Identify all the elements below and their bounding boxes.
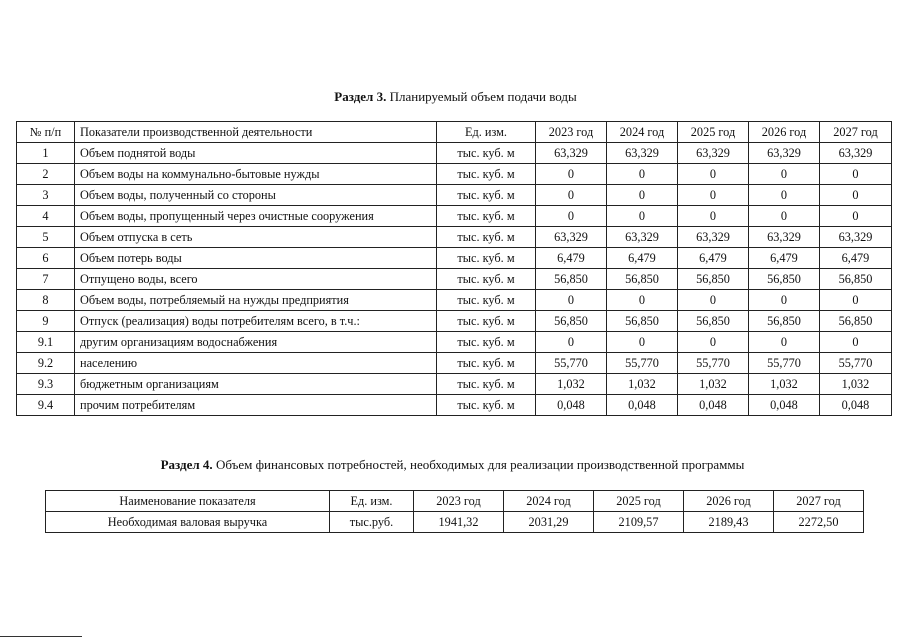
table-cell: Необходимая валовая выручка <box>46 512 330 533</box>
table-header-cell: Показатели производственной деятельности <box>75 122 437 143</box>
table-header-row <box>46 491 864 512</box>
table-cell: 0,048 <box>678 395 749 416</box>
table-row <box>17 227 892 248</box>
table-cell: 6,479 <box>749 248 820 269</box>
table-cell: 0 <box>678 206 749 227</box>
section-4-title <box>0 457 905 473</box>
table-cell: 6,479 <box>607 248 678 269</box>
table-row <box>17 185 892 206</box>
table-cell: бюджетным организациям <box>75 374 437 395</box>
table-cell: 3 <box>17 185 75 206</box>
table-cell: Отпуск (реализация) воды потребителям всего, в т.ч.: <box>75 311 437 332</box>
section-3-title <box>3 89 905 105</box>
table-cell: 0 <box>749 206 820 227</box>
table-cell: тыс. куб. м <box>437 353 536 374</box>
table-cell: тыс. куб. м <box>437 269 536 290</box>
table-cell: тыс. куб. м <box>437 164 536 185</box>
table-cell: 0 <box>820 185 892 206</box>
table-cell: 2189,43 <box>684 512 774 533</box>
table-cell: тыс. куб. м <box>437 185 536 206</box>
table-cell: 0 <box>536 332 607 353</box>
section-3-title-text: Планируемый объем подачи воды <box>386 89 577 104</box>
table-header-cell: № п/п <box>17 122 75 143</box>
table-header-cell: Ед. изм. <box>437 122 536 143</box>
table-cell: 0,048 <box>607 395 678 416</box>
table-cell: тыс. куб. м <box>437 332 536 353</box>
table-cell: тыс. куб. м <box>437 311 536 332</box>
table-cell: 63,329 <box>820 227 892 248</box>
table-cell: 55,770 <box>607 353 678 374</box>
water-supply-table <box>16 121 892 416</box>
table-header-cell: 2024 год <box>607 122 678 143</box>
table-header-cell: 2027 год <box>774 491 864 512</box>
table-cell: 55,770 <box>536 353 607 374</box>
table-header-cell: 2027 год <box>820 122 892 143</box>
table-cell: 0 <box>536 185 607 206</box>
table-cell: 5 <box>17 227 75 248</box>
table-row <box>17 332 892 353</box>
table-cell: прочим потребителям <box>75 395 437 416</box>
table-cell: другим организациям водоснабжения <box>75 332 437 353</box>
table-cell: Объем воды, потребляемый на нужды предприятия <box>75 290 437 311</box>
table-row <box>17 395 892 416</box>
table-cell: 1,032 <box>607 374 678 395</box>
table-cell: 0 <box>607 185 678 206</box>
table-cell: 56,850 <box>820 311 892 332</box>
table-header-cell: 2026 год <box>684 491 774 512</box>
table-cell: тыс. куб. м <box>437 395 536 416</box>
table-cell: 0 <box>749 332 820 353</box>
financial-needs-table <box>45 490 864 533</box>
table-cell: 63,329 <box>678 143 749 164</box>
section-4-title-bold: Раздел 4. <box>160 457 213 472</box>
table-row <box>46 512 864 533</box>
table-header-cell: Наименование показателя <box>46 491 330 512</box>
table-cell: 0,048 <box>820 395 892 416</box>
table-cell: 0 <box>820 206 892 227</box>
table-cell: 0 <box>536 164 607 185</box>
table-cell: 9 <box>17 311 75 332</box>
table-cell: 56,850 <box>749 269 820 290</box>
table-cell: 1,032 <box>749 374 820 395</box>
table-cell: 63,329 <box>607 143 678 164</box>
table-row <box>17 353 892 374</box>
table-cell: 0 <box>607 332 678 353</box>
table-cell: 2 <box>17 164 75 185</box>
table-row <box>17 143 892 164</box>
table-cell: 63,329 <box>749 227 820 248</box>
footnote-rule <box>0 636 82 637</box>
table-cell: 1 <box>17 143 75 164</box>
table-cell: 55,770 <box>749 353 820 374</box>
table-cell: 0 <box>607 206 678 227</box>
table-cell: 63,329 <box>607 227 678 248</box>
table-cell: тыс. куб. м <box>437 374 536 395</box>
table-cell: 9.1 <box>17 332 75 353</box>
table-header-cell: Ед. изм. <box>330 491 414 512</box>
table-cell: 9.3 <box>17 374 75 395</box>
table-header-row <box>17 122 892 143</box>
table-cell: Объем воды, пропущенный через очистные сооружения <box>75 206 437 227</box>
table-cell: 56,850 <box>820 269 892 290</box>
table-cell: 2109,57 <box>594 512 684 533</box>
table-cell: Объем воды, полученный со стороны <box>75 185 437 206</box>
table-cell: 56,850 <box>678 311 749 332</box>
table-cell: 0 <box>749 290 820 311</box>
table-cell: 63,329 <box>678 227 749 248</box>
table-cell: 9.2 <box>17 353 75 374</box>
table-cell: 1,032 <box>678 374 749 395</box>
table-header-cell: 2025 год <box>678 122 749 143</box>
table-cell: Объем отпуска в сеть <box>75 227 437 248</box>
table-cell: 6 <box>17 248 75 269</box>
table-cell: Объем воды на коммунально-бытовые нужды <box>75 164 437 185</box>
table-cell: 0 <box>678 164 749 185</box>
table-cell: тыс.руб. <box>330 512 414 533</box>
table-cell: тыс. куб. м <box>437 143 536 164</box>
table-cell: 63,329 <box>536 227 607 248</box>
table-cell: 9.4 <box>17 395 75 416</box>
section-4-title-text: Объем финансовых потребностей, необходимых для реализации производственной программы <box>212 457 745 472</box>
table-cell: 0 <box>749 164 820 185</box>
table-cell: 1,032 <box>820 374 892 395</box>
table-header-cell: 2025 год <box>594 491 684 512</box>
table-cell: 56,850 <box>536 269 607 290</box>
table-cell: 0 <box>678 332 749 353</box>
table-cell: 2272,50 <box>774 512 864 533</box>
table-cell: 0 <box>820 332 892 353</box>
table-header-cell: 2023 год <box>536 122 607 143</box>
table-cell: 55,770 <box>820 353 892 374</box>
table-cell: 6,479 <box>820 248 892 269</box>
table-header-cell: 2026 год <box>749 122 820 143</box>
table-cell: 0 <box>678 290 749 311</box>
table-cell: 8 <box>17 290 75 311</box>
table-cell: 63,329 <box>749 143 820 164</box>
table-cell: 0 <box>607 290 678 311</box>
table-cell: 0,048 <box>749 395 820 416</box>
table-cell: 63,329 <box>536 143 607 164</box>
table-row <box>17 206 892 227</box>
table-row <box>17 290 892 311</box>
table-row <box>17 269 892 290</box>
table-cell: 0,048 <box>536 395 607 416</box>
table-cell: 0 <box>536 290 607 311</box>
table-cell: 0 <box>607 164 678 185</box>
table-cell: Объем потерь воды <box>75 248 437 269</box>
table-cell: 56,850 <box>607 269 678 290</box>
table-cell: 0 <box>536 206 607 227</box>
table-header-cell: 2024 год <box>504 491 594 512</box>
table-row <box>17 374 892 395</box>
table-cell: 63,329 <box>820 143 892 164</box>
table-cell: 0 <box>820 290 892 311</box>
table-cell: Объем поднятой воды <box>75 143 437 164</box>
table-cell: 56,850 <box>678 269 749 290</box>
table-cell: 1941,32 <box>414 512 504 533</box>
table-header-cell: 2023 год <box>414 491 504 512</box>
table-cell: 56,850 <box>749 311 820 332</box>
table-cell: Отпущено воды, всего <box>75 269 437 290</box>
table-cell: 0 <box>678 185 749 206</box>
table-row <box>17 164 892 185</box>
section-3-title-bold: Раздел 3. <box>334 89 387 104</box>
table-row <box>17 248 892 269</box>
table-cell: 55,770 <box>678 353 749 374</box>
table-cell: тыс. куб. м <box>437 290 536 311</box>
table-row <box>17 311 892 332</box>
table-cell: 6,479 <box>678 248 749 269</box>
table-cell: населению <box>75 353 437 374</box>
table-cell: 1,032 <box>536 374 607 395</box>
table-cell: тыс. куб. м <box>437 227 536 248</box>
table-cell: 6,479 <box>536 248 607 269</box>
table-cell: 56,850 <box>536 311 607 332</box>
table-cell: 2031,29 <box>504 512 594 533</box>
table-cell: 56,850 <box>607 311 678 332</box>
table-cell: 7 <box>17 269 75 290</box>
table-cell: 4 <box>17 206 75 227</box>
table-cell: 0 <box>820 164 892 185</box>
table-cell: тыс. куб. м <box>437 248 536 269</box>
table-cell: тыс. куб. м <box>437 206 536 227</box>
table-cell: 0 <box>749 185 820 206</box>
